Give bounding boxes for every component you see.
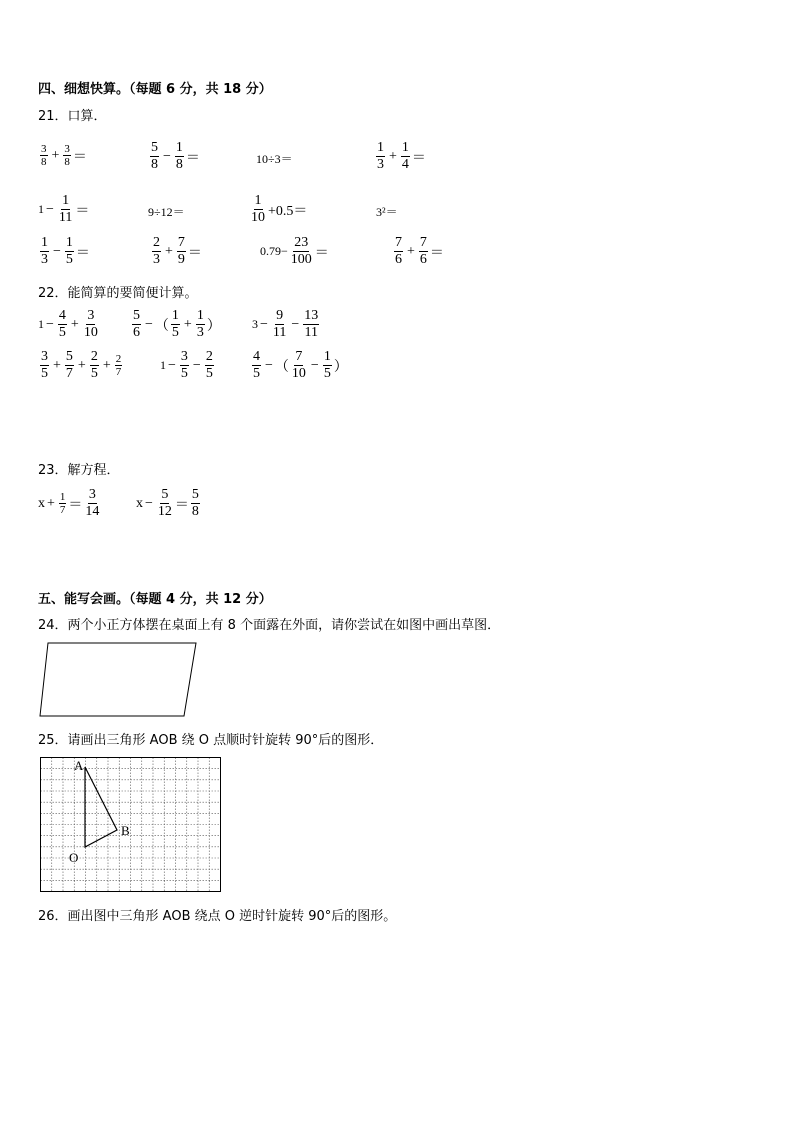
question-26: 26．画出图中三角形 AOB 绕点 O 逆时针旋转 90°后的图形。 <box>38 909 397 924</box>
fraction: $\frac{13}{11}$ <box>304 308 319 340</box>
fraction: $\frac{2}{5}$ <box>90 349 98 381</box>
expr-22-5: 1 − $\frac{3}{5}$ − $\frac{2}{5}$ <box>160 349 213 381</box>
expr-21-7: $\frac{1}{10}$ +0.5＝ <box>251 193 308 225</box>
fraction: $\frac{1}{5}$ <box>65 235 73 267</box>
fraction: $\frac{1}{3}$ <box>196 308 204 340</box>
fraction: $\frac{3}{5}$ <box>180 349 188 381</box>
section-4-heading: 四、细想快算。（每题 6 分，共 18 分） <box>38 82 272 97</box>
fraction: $\frac{5}{6}$ <box>133 308 140 340</box>
expr-21-2: $\frac{5}{8}$ − $\frac{1}{8}$ ＝ <box>151 140 200 172</box>
fraction: $\frac{5}{8}$ <box>191 487 199 519</box>
fraction: $\frac{4}{5}$ <box>253 349 260 381</box>
fraction: $\frac{7}{6}$ <box>395 235 402 267</box>
expr-21-11: 0.79− $\frac{23}{100}$ ＝ <box>260 235 329 267</box>
fraction: $\frac{7}{10}$ <box>291 349 306 381</box>
fraction: $\frac{3}{14}$ <box>85 487 100 519</box>
fraction: $\frac{2}{7}$ <box>115 353 122 378</box>
fraction: $\frac{2}{3}$ <box>153 235 160 267</box>
expr-22-1: 1 − $\frac{4}{5}$ + $\frac{3}{10}$ <box>38 308 98 340</box>
fraction: $\frac{5}{12}$ <box>157 487 172 519</box>
fraction: $\frac{1}{5}$ <box>171 308 179 340</box>
fraction: $\frac{5}{7}$ <box>65 349 73 381</box>
fraction: $\frac{1}{3}$ <box>377 140 384 172</box>
label-o: O <box>69 850 79 865</box>
fraction: $\frac{7}{6}$ <box>419 235 427 267</box>
fraction: $\frac{5}{8}$ <box>151 140 158 172</box>
expr-21-5: 1 − $\frac{1}{11}$ ＝ <box>38 193 90 225</box>
expr-22-3: 3 − $\frac{9}{11}$ − $\frac{13}{11}$ <box>252 308 319 340</box>
fraction: $\frac{1}{4}$ <box>401 140 409 172</box>
label-a: A <box>74 758 84 773</box>
fraction: $\frac{1}{7}$ <box>59 491 66 516</box>
equation-23-1: x + $\frac{1}{7}$ ＝ $\frac{3}{14}$ <box>38 487 100 519</box>
fraction: $\frac{1}{3}$ <box>41 235 48 267</box>
fraction: $\frac{23}{100}$ <box>290 235 312 267</box>
fraction: $\frac{1}{5}$ <box>323 349 331 381</box>
question-23: 23．解方程． <box>38 463 120 478</box>
expr-21-9: $\frac{1}{3}$ − $\frac{1}{5}$ ＝ <box>41 235 90 267</box>
expr-21-6: 9÷12＝ <box>148 205 185 219</box>
fraction: $\frac{7}{9}$ <box>177 235 185 267</box>
fraction: $\frac{3}{10}$ <box>83 308 98 340</box>
expr-21-12: $\frac{7}{6}$ + $\frac{7}{6}$ ＝ <box>395 235 444 267</box>
question-25: 25．请画出三角形 AOB 绕 O 点顺时针旋转 90°后的图形． <box>38 733 384 748</box>
expr-21-4: $\frac{1}{3}$ + $\frac{1}{4}$ ＝ <box>377 140 426 172</box>
question-21: 21．口算． <box>38 109 107 124</box>
expr-21-3: 10÷3＝ <box>256 152 293 166</box>
fraction: $\frac{9}{11}$ <box>272 308 287 340</box>
fraction: $\frac{2}{5}$ <box>205 349 213 381</box>
fraction: $\frac{1}{8}$ <box>175 140 183 172</box>
expr-21-8: 3²＝ <box>376 205 398 219</box>
expr-21-1: $\frac{3}{8}$ + $\frac{3}{8}$ ＝ <box>41 143 87 168</box>
expr-22-4: $\frac{3}{5}$ + $\frac{5}{7}$ + $\frac{2}{5}$ + $\frac{2}{7}$ <box>41 349 122 381</box>
fraction: $\frac{3}{5}$ <box>41 349 48 381</box>
label-b: B <box>121 823 130 838</box>
fraction: $\frac{1}{10}$ <box>251 193 265 225</box>
fraction: $\frac{3}{8}$ <box>41 143 47 168</box>
triangle-aob <box>85 767 117 847</box>
fraction: $\frac{3}{8}$ <box>64 143 70 168</box>
question-24: 24．两个小正方体摆在桌面上有 8 个面露在外面，请你尝试在如图中画出草图． <box>38 618 501 633</box>
fraction: $\frac{4}{5}$ <box>58 308 66 340</box>
parallelogram-figure <box>38 640 200 720</box>
expr-22-6: $\frac{4}{5}$ − （ $\frac{7}{10}$ − $\frac{1}{5}$ ） <box>253 349 348 381</box>
expr-21-10: $\frac{2}{3}$ + $\frac{7}{9}$ ＝ <box>153 235 202 267</box>
fraction: $\frac{1}{11}$ <box>58 193 73 225</box>
grid-figure <box>40 757 222 893</box>
section-5-heading: 五、能写会画。（每题 4 分，共 12 分） <box>38 592 272 607</box>
question-22: 22．能简算的要简便计算。 <box>38 286 198 301</box>
equation-23-2: x − $\frac{5}{12}$ ＝ $\frac{5}{8}$ <box>136 487 199 519</box>
expr-22-2: $\frac{5}{6}$ − （ $\frac{1}{5}$ + $\frac{1}{3}$ ） <box>133 308 221 340</box>
